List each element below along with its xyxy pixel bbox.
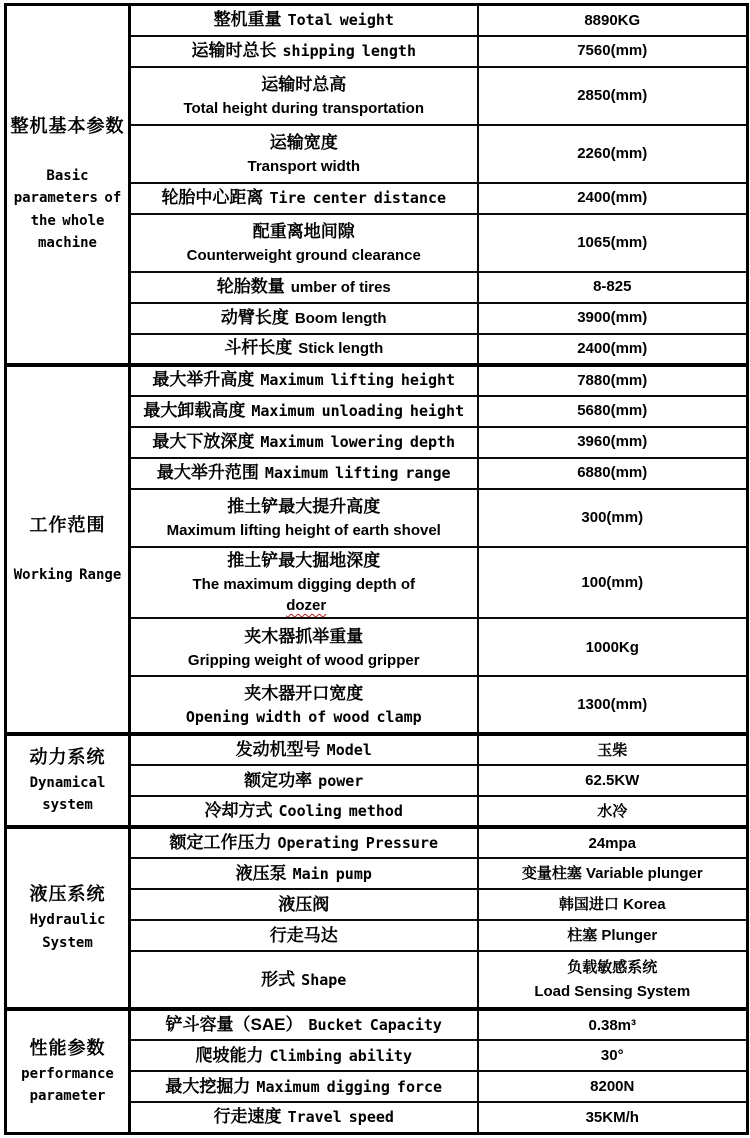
param-cell [130,427,478,458]
value-text: 柱塞 Plunger [567,927,658,945]
param-en: Counterweight ground clearance [186,247,421,265]
param-cell [130,489,478,547]
param-en: Model [326,741,372,760]
param-cell [130,1009,478,1040]
table-row [6,365,748,396]
category-zh: 工作范围 [29,514,106,535]
category-zh: 液压系统 [29,884,106,905]
param-zh: 行走速度 [213,1107,282,1127]
value-text: 8890KG [584,11,641,29]
value-cell [478,858,748,889]
param-en: Main pump [292,864,372,883]
value-cell [478,214,748,272]
value-cell [478,889,748,920]
category-cell-hydraulic-system [6,827,130,1009]
category-zh: 动力系统 [29,746,106,767]
param-en: Stick length [298,340,384,358]
param-cell [130,334,478,365]
value-text: 100(mm) [581,573,644,591]
category-en: Working Range [13,566,122,583]
param-cell [130,272,478,303]
param-zh: 推土铲最大掘地深度 [227,550,381,570]
value-cell [478,67,748,125]
table-row [6,5,748,36]
value-text: 5680(mm) [577,402,648,420]
param-en: Shape [301,970,347,989]
param-cell [130,547,478,619]
param-cell [130,734,478,765]
param-en: Maximum unloading height [251,401,465,420]
category-cell-working-range [6,365,130,735]
value-cell [478,489,748,547]
param-en: The maximum digging depth of [192,575,415,593]
param-en: Bucket Capacity [308,1016,442,1035]
param-zh: 最大挖掘力 [165,1076,251,1096]
param-en: Gripping weight of wood gripper [187,651,420,669]
param-zh: 斗杆长度 [224,338,293,358]
param-zh: 运输时总高 [261,74,347,94]
value-cell [478,5,748,36]
value-cell [478,827,748,858]
param-zh: 动臂长度 [220,307,289,327]
value-text: 24mpa [588,834,637,852]
value-cell [478,303,748,334]
param-cell [130,1071,478,1102]
value-cell [478,396,748,427]
param-en: Transport width [247,158,360,176]
param-zh: 液压阀 [278,894,330,914]
value-cell [478,765,748,796]
value-text: 1065(mm) [577,233,648,251]
value-text: 6880(mm) [577,464,648,482]
value-cell [478,334,748,365]
value-text: 2260(mm) [577,144,648,162]
value-text: 7560(mm) [577,42,648,60]
param-en-line [133,574,475,617]
value-text: 1300(mm) [577,696,648,714]
param-zh: 形式 [261,969,296,989]
param-cell [130,618,478,676]
value-text: 300(mm) [581,508,644,526]
param-zh: 液压泵 [235,863,287,883]
value-text: 2850(mm) [577,86,648,104]
param-cell [130,920,478,951]
param-en-spellcheck-word: dozer [286,596,327,614]
value-cell [478,272,748,303]
category-en: performance parameter [21,1065,114,1105]
category-en: Hydraulic System [29,912,106,951]
param-en: Maximum lifting height [260,371,456,390]
param-cell [130,1102,478,1133]
param-en: Maximum lifting height of earth shovel [166,522,441,540]
param-en: Tire center distance [269,188,447,207]
param-zh: 铲斗容量（SAE） [165,1015,303,1035]
param-zh: 轮胎中心距离 [161,187,264,207]
value-cell [478,1009,748,1040]
value-cell [478,920,748,951]
param-zh: 行走马达 [269,925,338,945]
param-zh: 最大下放深度 [152,431,255,451]
table-row [6,1009,748,1040]
value-text: 30° [600,1047,624,1065]
value-text: 35KM/h [585,1108,639,1126]
param-zh: 最大举升范围 [156,462,259,482]
value-text: 玉柴 [597,741,628,759]
param-zh: 运输宽度 [269,132,338,152]
category-en: Dynamical system [29,774,106,814]
param-cell [130,303,478,334]
param-zh: 运输时总长 [191,40,277,60]
param-cell [130,5,478,36]
value-text: 3960(mm) [577,433,648,451]
param-zh: 夹木器抓举重量 [244,626,364,646]
value-cell [478,1102,748,1133]
category-en: Basic parameters of the whole machine [13,168,122,252]
param-en: Travel speed [287,1108,394,1127]
param-zh: 额定功率 [244,770,313,790]
value-text: 8200N [590,1078,635,1096]
param-cell [130,951,478,1009]
param-zh: 轮胎数量 [216,276,285,296]
param-zh: 最大卸载高度 [143,400,246,420]
value-text: 0.38m³ [588,1016,637,1034]
param-en: Total weight [287,11,394,30]
value-cell [478,427,748,458]
value-cell [478,1071,748,1102]
value-text: 2400(mm) [577,189,648,207]
value-cell [478,458,748,489]
value-cell [478,547,748,619]
category-zh: 性能参数 [29,1037,106,1058]
category-zh: 整机基本参数 [10,115,125,136]
param-cell [130,1040,478,1071]
param-cell [130,36,478,67]
value-cell [478,618,748,676]
param-cell [130,458,478,489]
param-zh: 整机重量 [213,10,282,30]
param-en: Maximum digging force [256,1077,443,1096]
param-en: Total height during transportation [183,100,425,118]
param-cell [130,396,478,427]
param-en: shipping length [282,41,416,60]
param-cell [130,765,478,796]
param-cell [130,858,478,889]
value-text: 韩国进口 Korea [558,896,666,914]
value-cell [478,1040,748,1071]
value-text: 2400(mm) [577,339,648,357]
value-cell [478,951,748,1009]
value-text: 变量柱塞 Variable plunger [521,865,703,883]
param-cell [130,827,478,858]
category-cell-dynamical-system [6,734,130,827]
param-en: Operating Pressure [277,834,439,853]
param-cell [130,67,478,125]
category-cell-basic-parameters [6,5,130,365]
value-text: 3900(mm) [577,309,648,327]
param-cell [130,183,478,214]
value-cell [478,734,748,765]
value-cell [478,796,748,827]
spec-table [4,3,749,1135]
value-text: 8-825 [593,278,632,296]
param-cell [130,365,478,396]
value-cell [478,365,748,396]
value-text-line2: Load Sensing System [534,982,691,1000]
param-en: Climbing ability [269,1046,412,1065]
value-text: 水冷 [597,802,628,820]
param-zh: 配重离地间隙 [252,221,355,241]
param-zh: 夹木器开口宽度 [244,684,364,704]
value-text: 62.5KW [585,772,640,790]
value-text: 1000Kg [585,638,639,656]
param-en: umber of tires [290,278,391,296]
param-zh: 冷却方式 [204,801,273,821]
param-cell [130,796,478,827]
value-cell [478,676,748,734]
param-cell [130,214,478,272]
param-en: Boom length [294,309,387,327]
param-zh: 发动机型号 [235,740,321,760]
param-cell [130,889,478,920]
table-row [6,734,748,765]
value-cell [478,125,748,183]
param-en: power [318,771,364,790]
param-en: Cooling method [278,802,403,821]
param-zh: 额定工作压力 [169,833,272,853]
param-cell [130,676,478,734]
value-text: 7880(mm) [577,371,648,389]
param-en: Maximum lifting range [264,463,451,482]
param-cell [130,125,478,183]
param-zh: 爬坡能力 [195,1045,264,1065]
value-cell [478,36,748,67]
param-zh: 最大举升高度 [152,370,255,390]
table-row [6,827,748,858]
category-cell-performance-parameter [6,1009,130,1133]
param-en: Opening width of wood clamp [185,708,422,727]
value-cell [478,183,748,214]
param-zh: 推土铲最大提升高度 [227,496,381,516]
param-en: Maximum lowering depth [260,432,456,451]
value-text: 负载敏感系统 [567,959,658,977]
